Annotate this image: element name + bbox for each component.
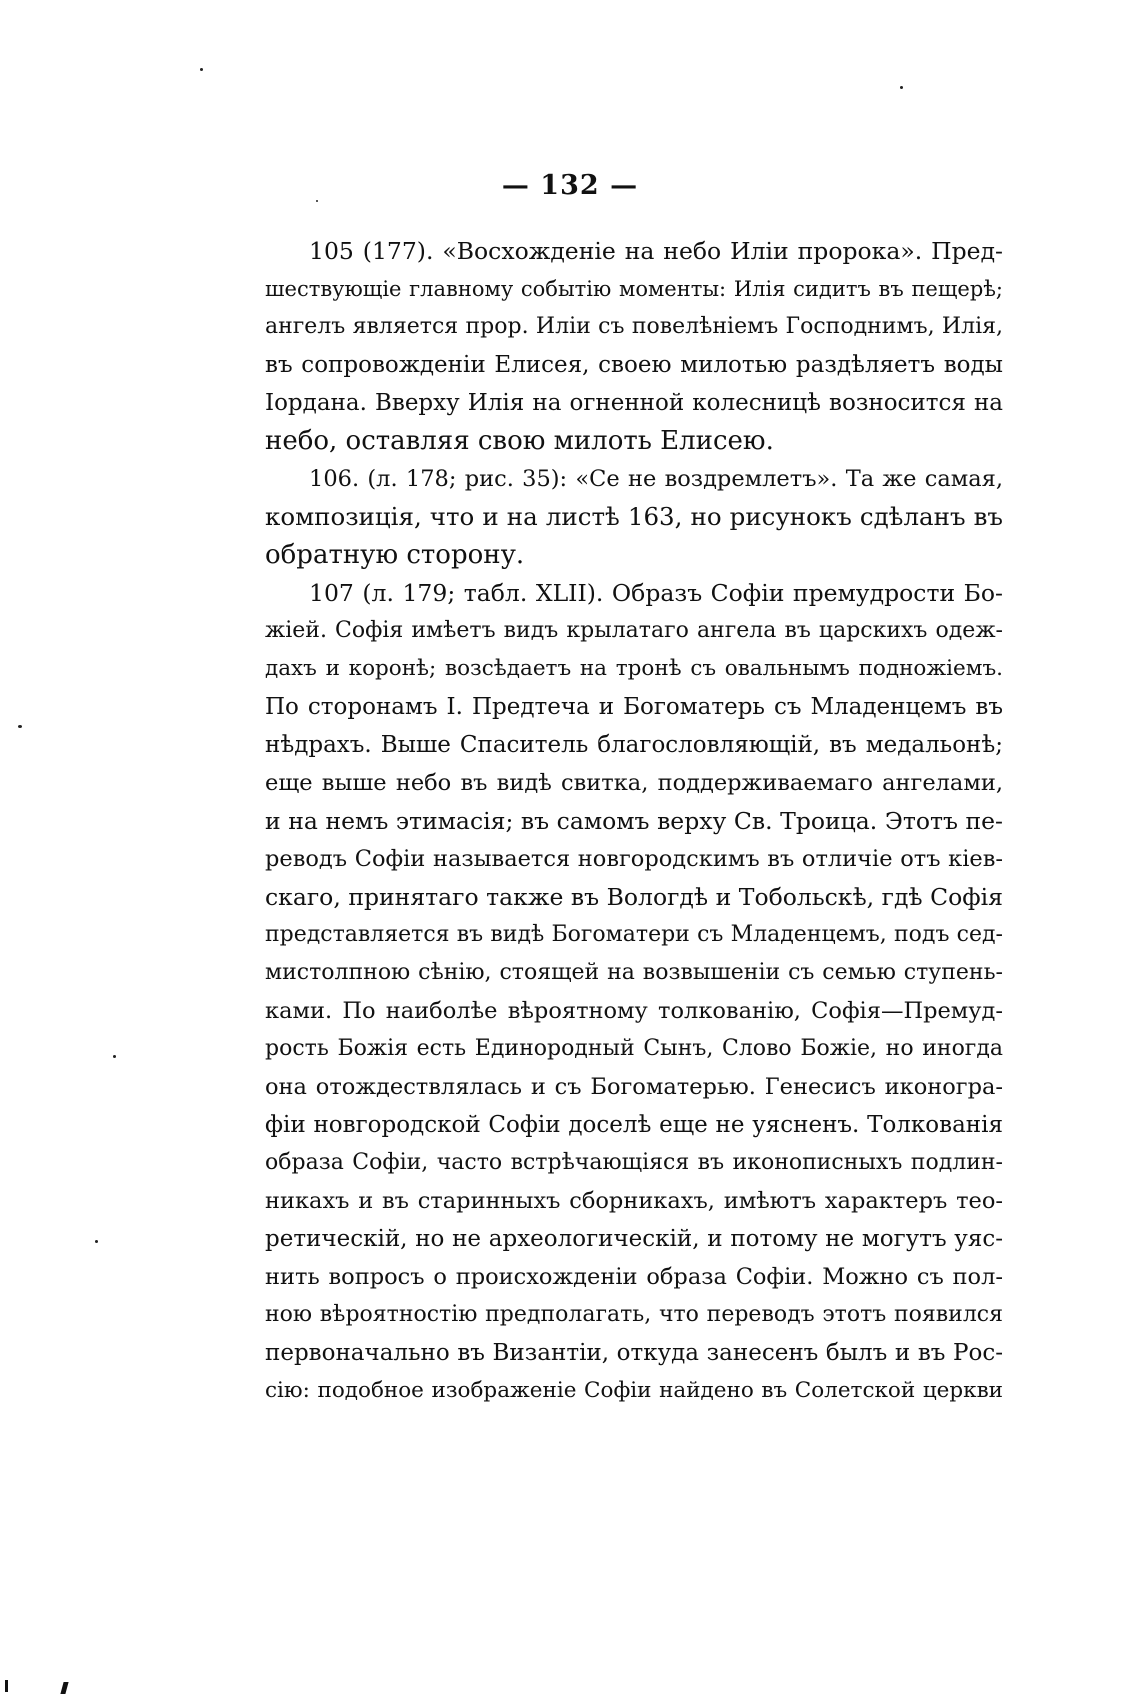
text-line: 105 (177). «Восхожденіе на небо Иліи пророка». Пред- bbox=[309, 237, 1003, 265]
text-line: ною вѣроятностію предполагать, что переводъ этотъ появился bbox=[265, 1302, 1003, 1327]
text-line: и на немъ этимасія; въ самомъ верху Св. Троица. Этотъ пе- bbox=[265, 807, 1003, 835]
margin-mark bbox=[5, 1680, 8, 1692]
text-line: ками. По наиболѣе вѣроятному толкованію, Софія—Премуд- bbox=[265, 998, 1003, 1024]
body-text bbox=[265, 232, 1003, 1410]
text-line: еще выше небо въ видѣ свитка, поддерживаемаго ангелами, bbox=[265, 770, 1003, 796]
text-line: представляется въ видѣ Богоматери съ Младенцемъ, подъ сед- bbox=[265, 922, 1003, 947]
text-line: скаго, принятаго также въ Вологдѣ и Тобольскѣ, гдѣ Софія bbox=[265, 883, 1003, 911]
text-line: образа Софіи, часто встрѣчающіяся въ иконописныхъ подлин- bbox=[265, 1150, 1003, 1175]
text-line: шествующіе главному событію моменты: Илія сидитъ въ пещерѣ; bbox=[265, 277, 1003, 301]
text-line: композиція, что и на листѣ 163, но рисунокъ сдѣланъ въ bbox=[265, 502, 1003, 531]
text-line: сію: подобное изображеніе Софіи найдено въ Солетской церкви bbox=[265, 1378, 1003, 1403]
scan-speck bbox=[200, 68, 203, 71]
text-line: 106. (л. 178; рис. 35): «Се не воздремлетъ». Та же самая, bbox=[309, 466, 1003, 492]
text-line: мистолпною сѣнію, стоящей на возвышеніи съ семью ступень- bbox=[265, 960, 1003, 985]
margin-mark bbox=[60, 1682, 68, 1694]
scan-speck bbox=[18, 725, 22, 728]
text-line: Іордана. Вверху Илія на огненной колесницѣ возносится на bbox=[265, 390, 1003, 416]
text-line: По сторонамъ І. Предтеча и Богоматерь съ Младенцемъ въ bbox=[265, 694, 1003, 720]
text-line: нить вопросъ о происхожденіи образа Софіи. Можно съ пол- bbox=[265, 1264, 1003, 1290]
text-line: никахъ и въ старинныхъ сборникахъ, имѣютъ характеръ тео- bbox=[265, 1188, 1003, 1214]
text-line: ретическій, но не археологическій, и потому не могутъ уяс- bbox=[265, 1226, 1003, 1252]
text-line: рость Божія есть Единородный Сынъ, Слово Божіе, но иногда bbox=[265, 1036, 1003, 1061]
text-line: она отождествлялась и съ Богоматерью. Генесисъ иконогра- bbox=[265, 1074, 1003, 1100]
text-line: жіей. Софія имѣетъ видъ крылатаго ангела въ царскихъ одеж- bbox=[265, 618, 1003, 643]
scan-speck bbox=[95, 1240, 98, 1243]
page-number: — 132 — bbox=[501, 170, 639, 201]
text-line: ангелъ является прор. Иліи съ повелѣніемъ Господнимъ, Илія, bbox=[265, 314, 1003, 339]
text-line: нѣдрахъ. Выше Спаситель благословляющій, въ медальонѣ; bbox=[265, 732, 1003, 758]
scan-speck bbox=[900, 86, 903, 89]
scan-speck bbox=[316, 200, 318, 202]
text-line: обратную сторону. bbox=[265, 540, 525, 570]
text-line: фіи новгородской Софіи доселѣ еще не уясненъ. Толкованія bbox=[265, 1112, 1003, 1138]
text-line: дахъ и коронѣ; возсѣдаетъ на тронѣ съ овальнымъ подножіемъ. bbox=[265, 656, 1003, 681]
text-line: реводъ Софіи называется новгородскимъ въ отличіе отъ кіев- bbox=[265, 846, 1003, 872]
text-line: первоначально въ Византіи, откуда занесенъ былъ и въ Рос- bbox=[265, 1340, 1003, 1366]
scan-speck bbox=[113, 1055, 116, 1058]
text-line: небо, оставляя свою милоть Елисею. bbox=[265, 426, 774, 456]
text-line: въ сопровожденіи Елисея, своею милотью раздѣляетъ воды bbox=[265, 352, 1003, 378]
text-line: 107 (л. 179; табл. XLII). Образъ Софіи премудрости Бо- bbox=[309, 579, 1003, 607]
